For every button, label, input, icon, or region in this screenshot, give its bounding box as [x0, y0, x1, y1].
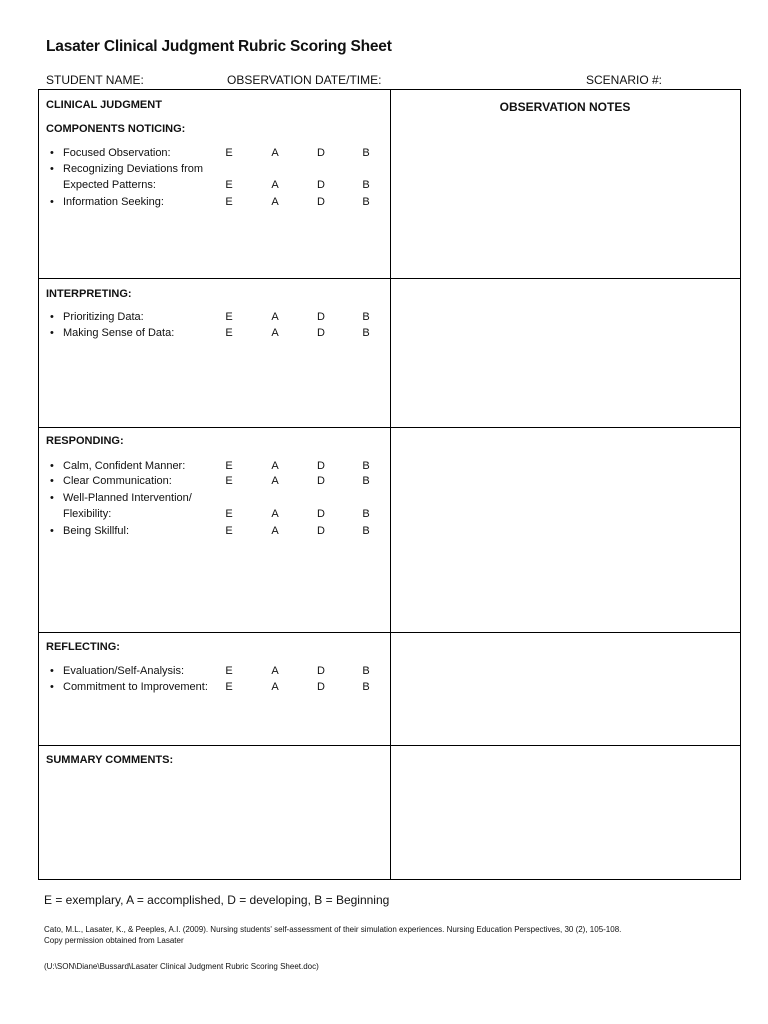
bullet: •	[50, 525, 54, 537]
item-label: Expected Patterns:	[63, 179, 156, 191]
rubric-item-being-skillful	[39, 525, 390, 541]
scale-legend: E = exemplary, A = accomplished, D = developing, B = Beginning	[44, 893, 390, 907]
score-d[interactable]: D	[317, 681, 325, 693]
clinical-judgment-heading: CLINICAL JUDGMENT	[46, 99, 162, 111]
observation-date-label: OBSERVATION DATE/TIME:	[227, 73, 382, 87]
score-d[interactable]: D	[317, 327, 325, 339]
interpreting-heading: INTERPRETING:	[46, 288, 132, 300]
score-a[interactable]: A	[271, 327, 279, 339]
score-a[interactable]: A	[271, 525, 279, 537]
item-label: Evaluation/Self-Analysis:	[63, 665, 185, 677]
score-a[interactable]: A	[271, 665, 279, 677]
score-a[interactable]: A	[271, 179, 279, 191]
item-label: Information Seeking:	[63, 196, 164, 208]
bullet: •	[50, 475, 54, 487]
score-b[interactable]: B	[362, 327, 370, 339]
row-divider	[39, 427, 740, 428]
score-d[interactable]: D	[317, 196, 325, 208]
rubric-item-well-planned-line1	[39, 492, 390, 508]
citation-line: Cato, M.L., Lasater, K., & Peeples, A.I. (2009). Nursing students' self-assessment of their simulation experiences. Nursing Education Perspectives, 30 (2), 105-108.	[44, 925, 622, 934]
bullet: •	[50, 196, 54, 208]
bullet: •	[50, 327, 54, 339]
row-divider	[39, 632, 740, 633]
score-e[interactable]: E	[225, 525, 233, 537]
bullet: •	[50, 311, 54, 323]
student-name-label: STUDENT NAME:	[46, 73, 144, 87]
score-b[interactable]: B	[362, 681, 370, 693]
score-e[interactable]: E	[225, 665, 233, 677]
row-divider	[39, 745, 740, 746]
score-a[interactable]: A	[271, 681, 279, 693]
score-d[interactable]: D	[317, 460, 325, 472]
row-divider	[39, 278, 740, 279]
rubric-item-commitment-to-improvement	[39, 681, 390, 697]
rubric-item-flexibility	[39, 508, 390, 524]
observation-notes-heading: OBSERVATION NOTES	[499, 100, 631, 114]
score-e[interactable]: E	[225, 147, 233, 159]
item-label: Calm, Confident Manner:	[63, 460, 186, 472]
rubric-item-recognizing-deviations	[39, 179, 390, 195]
bullet: •	[50, 460, 54, 472]
summary-comments-heading: SUMMARY COMMENTS:	[46, 754, 174, 766]
score-b[interactable]: B	[362, 147, 370, 159]
score-b[interactable]: B	[362, 525, 370, 537]
score-e[interactable]: E	[225, 475, 233, 487]
score-b[interactable]: B	[362, 196, 370, 208]
rubric-item-focused-observation	[39, 147, 390, 163]
score-a[interactable]: A	[271, 508, 279, 520]
page-title: Lasater Clinical Judgment Rubric Scoring Sheet	[46, 38, 392, 55]
item-label: Flexibility:	[63, 508, 112, 520]
item-label: Clear Communication:	[63, 475, 172, 487]
score-e[interactable]: E	[225, 311, 233, 323]
citation-line: Copy permission obtained from Lasater	[44, 936, 184, 945]
score-b[interactable]: B	[362, 508, 370, 520]
rubric-item-clear-communication	[39, 475, 390, 491]
file-path: (U:\SON\Diane\Bussard\Lasater Clinical Judgment Rubric Scoring Sheet.doc)	[44, 962, 319, 971]
bullet: •	[50, 492, 54, 504]
item-label: Prioritizing Data:	[63, 311, 144, 323]
responding-heading: RESPONDING:	[46, 435, 124, 447]
score-d[interactable]: D	[317, 179, 325, 191]
score-a[interactable]: A	[271, 475, 279, 487]
item-label: Commitment to Improvement:	[63, 681, 208, 693]
item-label: Being Skillful:	[63, 525, 130, 537]
rubric-item-recognizing-deviations-line1	[39, 163, 390, 179]
score-e[interactable]: E	[225, 508, 233, 520]
score-e[interactable]: E	[225, 681, 233, 693]
score-a[interactable]: A	[271, 460, 279, 472]
score-d[interactable]: D	[317, 508, 325, 520]
bullet: •	[50, 147, 54, 159]
rubric-item-evaluation-self-analysis	[39, 665, 390, 681]
bullet: •	[50, 665, 54, 677]
item-label: Well-Planned Intervention/	[63, 492, 192, 504]
noticing-heading: COMPONENTS NOTICING:	[46, 123, 186, 135]
rubric-table	[38, 89, 741, 880]
score-d[interactable]: D	[317, 147, 325, 159]
score-e[interactable]: E	[225, 179, 233, 191]
rubric-item-making-sense-of-data	[39, 327, 390, 343]
rubric-item-information-seeking	[39, 196, 390, 212]
score-d[interactable]: D	[317, 525, 325, 537]
item-label: Recognizing Deviations from	[63, 163, 204, 175]
column-divider	[390, 90, 391, 879]
reflecting-heading: REFLECTING:	[46, 641, 120, 653]
rubric-item-prioritizing-data	[39, 311, 390, 327]
score-d[interactable]: D	[317, 311, 325, 323]
citation	[44, 924, 621, 946]
score-d[interactable]: D	[317, 475, 325, 487]
score-d[interactable]: D	[317, 665, 325, 677]
bullet: •	[50, 163, 54, 175]
item-label: Focused Observation:	[63, 147, 171, 159]
score-a[interactable]: A	[271, 311, 279, 323]
score-b[interactable]: B	[362, 475, 370, 487]
score-b[interactable]: B	[362, 179, 370, 191]
score-a[interactable]: A	[271, 147, 279, 159]
score-e[interactable]: E	[225, 327, 233, 339]
score-b[interactable]: B	[362, 311, 370, 323]
bullet: •	[50, 681, 54, 693]
score-b[interactable]: B	[362, 665, 370, 677]
scenario-label: SCENARIO #:	[586, 73, 663, 87]
score-b[interactable]: B	[362, 460, 370, 472]
rubric-item-calm-confident-manner	[39, 460, 390, 476]
score-e[interactable]: E	[225, 460, 233, 472]
item-label: Making Sense of Data:	[63, 327, 175, 339]
score-a[interactable]: A	[271, 196, 279, 208]
score-e[interactable]: E	[225, 196, 233, 208]
